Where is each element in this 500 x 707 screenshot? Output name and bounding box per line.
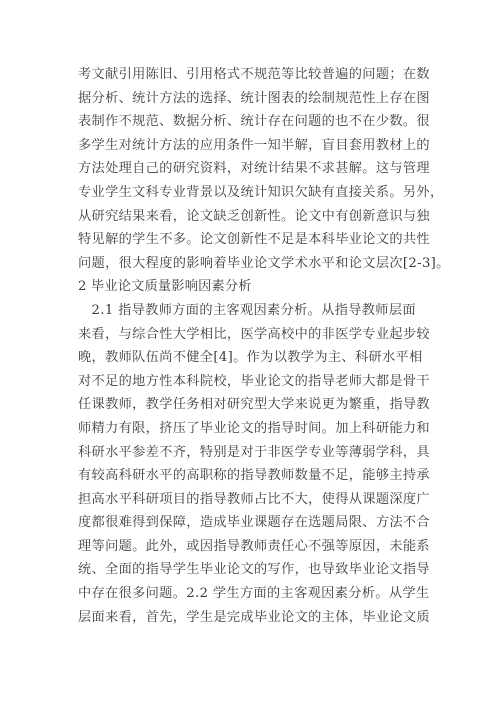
text-line: 2.1 指导教师方面的主客观因素分析。从指导教师层面 [78,302,416,318]
text-line: 表制作不规范、数据分析、统计存在问题的也不在少数。很 [78,114,430,130]
text-line: 据分析、统计方法的选择、统计图表的绘制规范性上存在图 [78,90,430,106]
text-line: 多学生对统计方法的应用条件一知半解，盲目套用教材上的 [78,137,430,153]
text-line: 担高水平科研项目的指导教师占比不大，使得从课题深度广 [78,491,430,507]
text-line: 问题，很大程度的影响着毕业论文学术水平和论文层次[2-3]。 [78,255,450,271]
text-line: 有较高科研水平的高职称的指导教师数量不足，能够主持承 [78,468,430,484]
text-line: 专业学生文科专业背景以及统计知识欠缺有直接关系。另外， [78,184,444,200]
text-line: 层面来看，首先，学生是完成毕业论文的主体，毕业论文质 [78,609,430,625]
text-line: 来看，与综合性大学相比，医学高校中的非医学专业起步较 [78,326,430,342]
text-line: 科研水平参差不齐，特别是对于非医学专业等薄弱学科，具 [78,444,430,460]
text-line: 理等问题。此外，或因指导教师责任心不强等原因，未能系 [78,538,430,554]
text-line: 师精力有限，挤压了毕业论文的指导时间。加上科研能力和 [78,420,430,436]
text-line: 考文献引用陈旧、引用格式不规范等比较普遍的问题；在数 [78,67,430,82]
text-line: 度都很难得到保障，造成毕业课题存在选题局限、方法不合 [78,515,430,531]
text-line: 对不足的地方性本科院校，毕业论文的指导老师大都是骨干 [78,373,430,389]
text-line: 任课教师，教学任务相对研究型大学来说更为繁重，指导教 [78,397,430,413]
text-line: 特见解的学生不多。论文创新性不足是本科毕业论文的共性 [78,232,430,248]
text-line: 晚，教师队伍尚不健全[4]。作为以教学为主、科研水平相 [78,350,423,366]
text-line: 中存在很多问题。2.2 学生方面的主客观因素分析。从学生 [78,586,430,602]
text-line: 从研究结果来看，论文缺乏创新性。论文中有创新意识与独 [78,208,430,224]
text-line: 统、全面的指导学生毕业论文的写作，也导致毕业论文指导 [78,562,430,578]
text-line: 方法处理自己的研究资料，对统计结果不求甚解。这与管理 [78,161,430,177]
section-heading: 2 毕业论文质量影响因素分析 [78,279,252,295]
body-text [78,63,450,629]
